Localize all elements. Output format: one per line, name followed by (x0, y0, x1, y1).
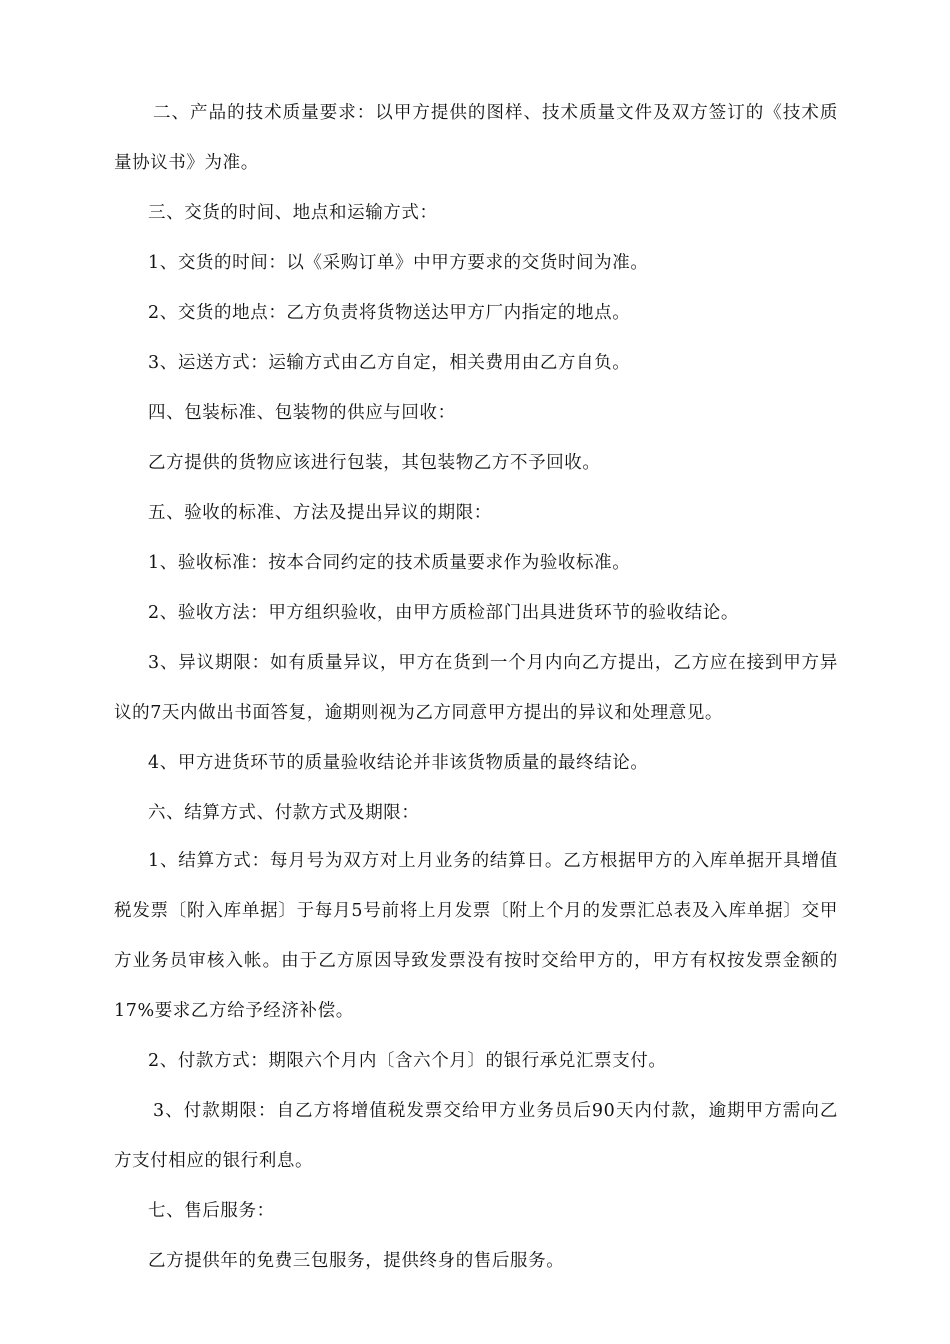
clause-3-3-transport-method: 3、运送方式：运输方式由乙方自定，相关费用由乙方自负。 (148, 353, 631, 373)
clause-3-2-delivery-place: 2、交货的地点：乙方负责将货物送达甲方厂内指定的地点。 (148, 303, 631, 323)
clause-7-heading: 七、售后服务： (148, 1201, 275, 1221)
clause-2-quality-requirements: 二、产品的技术质量要求：以甲方提供的图样、技术质量文件及双方签订的《技术质量协议书》为准。 (114, 103, 838, 173)
clause-5-2-acceptance-method: 2、验收方法：甲方组织验收，由甲方质检部门出具进货环节的验收结论。 (148, 603, 739, 623)
clause-6-1-settlement-method: 1、结算方式：每月号为双方对上月业务的结算日。乙方根据甲方的入库单据开具增值税发票〔附入库单据〕于每月5号前将上月发票〔附上个月的发票汇总表及入库单据〕交甲方业务员审核入帐。由于乙方原因导致发票没有按时交给甲方的，甲方有权按发票金额的17%要求乙方给予经济补偿。 (114, 851, 838, 1021)
clause-6-heading: 六、结算方式、付款方式及期限： (148, 803, 420, 823)
clause-5-heading: 五、验收的标准、方法及提出异议的期限： (148, 503, 492, 523)
clause-7-after-sales-text: 乙方提供年的免费三包服务，提供终身的售后服务。 (148, 1251, 565, 1271)
clause-6-2-payment-method: 2、付款方式：期限六个月内〔含六个月〕的银行承兑汇票支付。 (148, 1051, 667, 1071)
clause-5-1-acceptance-standard: 1、验收标准：按本合同约定的技术质量要求作为验收标准。 (148, 553, 631, 573)
clause-5-3-objection-period: 3、异议期限：如有质量异议，甲方在货到一个月内向乙方提出，乙方应在接到甲方异议的7天内做出书面答复，逾期则视为乙方同意甲方提出的异议和处理意见。 (114, 653, 838, 723)
clause-3-1-delivery-time: 1、交货的时间：以《采购订单》中甲方要求的交货时间为准。 (148, 253, 649, 273)
clause-6-3-payment-term: 3、付款期限：自乙方将增值税发票交给甲方业务员后90天内付款，逾期甲方需向乙方支付相应的银行利息。 (114, 1101, 838, 1171)
clause-4-packaging-text: 乙方提供的货物应该进行包装，其包装物乙方不予回收。 (148, 453, 601, 473)
clause-3-heading: 三、交货的时间、地点和运输方式： (148, 203, 438, 223)
clause-5-4-final-conclusion: 4、甲方进货环节的质量验收结论并非该货物质量的最终结论。 (148, 753, 649, 773)
clause-4-heading: 四、包装标准、包装物的供应与回收： (148, 403, 456, 423)
